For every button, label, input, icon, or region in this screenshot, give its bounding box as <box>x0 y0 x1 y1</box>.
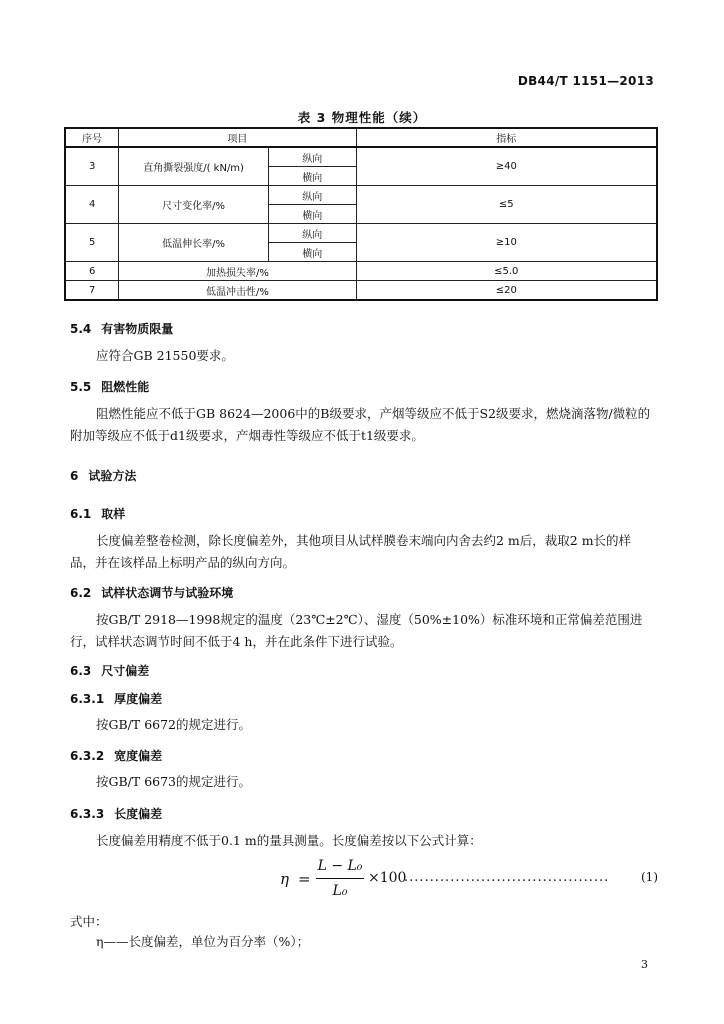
where-eta-definition: η——长度偏差，单位为百分率（%）； <box>96 934 310 949</box>
section-text-6-3-1: 按GB/T 6672的规定进行。 <box>96 717 252 732</box>
section-heading-6-3 <box>70 662 149 679</box>
cell-item: 尺寸变化率/% <box>119 186 269 224</box>
section-title: 试验方法 <box>88 469 137 483</box>
cell-item: 低温冲击性/% <box>119 281 356 301</box>
table-row <box>65 186 657 205</box>
section-title: 试样状态调节与试验环境 <box>101 586 234 600</box>
section-text-6-1: 长度偏差整卷检测，除长度偏差外，其他项目从试样膜卷末端向内舍去约2 m后，裁取2 m长的样品，并在该样品上标明产品的纵向方向。 <box>70 533 632 570</box>
page-number: 3 <box>641 958 648 971</box>
cell-value: ≥10 <box>356 224 657 262</box>
table-caption: 表 3 物理性能（续） <box>297 110 427 125</box>
section-heading-6-2 <box>70 584 233 601</box>
header-seq: 序号 <box>65 128 119 147</box>
cell-item: 直角撕裂强度/( kN/m) <box>119 147 269 186</box>
cell-sub: 横向 <box>268 205 356 224</box>
section-number: 6.3.2 <box>70 749 105 763</box>
section-title: 厚度偏差 <box>114 692 163 706</box>
section-number: 5.5 <box>70 380 92 394</box>
table-row <box>65 281 657 301</box>
section-heading-5-4 <box>70 320 173 337</box>
section-heading-6-3-3 <box>70 805 162 822</box>
section-heading-6-1 <box>70 505 125 522</box>
cell-value: ≤5.0 <box>356 262 657 281</box>
section-number: 6.3 <box>70 664 92 678</box>
formula-equals: = <box>298 870 311 888</box>
formula-number: (1) <box>641 870 658 884</box>
section-heading-5-5 <box>70 378 149 395</box>
header-index: 指标 <box>356 128 657 147</box>
section-number: 6.1 <box>70 507 92 521</box>
section-title: 有害物质限量 <box>101 322 174 336</box>
formula-numerator: L − L₀ <box>317 858 363 874</box>
section-number: 6.3.3 <box>70 807 105 821</box>
section-title: 阻燃性能 <box>101 380 150 394</box>
section-title: 宽度偏差 <box>114 749 163 763</box>
formula-leader-dots: ........................................ <box>404 870 610 885</box>
where-label: 式中： <box>70 914 108 929</box>
section-text-6-3-2: 按GB/T 6673的规定进行。 <box>96 774 252 789</box>
section-number: 5.4 <box>70 322 92 336</box>
cell-value: ≥40 <box>356 147 657 186</box>
cell-seq: 5 <box>65 224 119 262</box>
section-text-5-5: 阻燃性能应不低于GB 8624—2006中的B级要求，产烟等级应不低于S2级要求，燃烧滴落物/微粒的附加等级应不低于d1级要求，产烟毒性等级应不低于t1级要求。 <box>70 406 651 443</box>
cell-item: 加热损失率/% <box>119 262 356 281</box>
physical-properties-table <box>64 127 658 301</box>
cell-value: ≤5 <box>356 186 657 224</box>
section-title: 尺寸偏差 <box>101 664 150 678</box>
section-title: 长度偏差 <box>114 807 163 821</box>
table-row <box>65 224 657 243</box>
cell-item: 低温伸长率/% <box>119 224 269 262</box>
fraction-bar <box>316 878 364 879</box>
cell-sub: 纵向 <box>268 147 356 167</box>
formula-fraction <box>316 856 364 901</box>
cell-sub: 横向 <box>268 243 356 262</box>
formula-denominator: L₀ <box>332 883 348 899</box>
header-item: 项目 <box>119 128 356 147</box>
table-row <box>65 262 657 281</box>
length-deviation-formula <box>280 856 658 904</box>
section-heading-6-3-1 <box>70 690 162 707</box>
cell-seq: 6 <box>65 262 119 281</box>
table-row <box>65 147 657 167</box>
cell-seq: 7 <box>65 281 119 301</box>
cell-sub: 纵向 <box>268 186 356 205</box>
section-number: 6.2 <box>70 586 92 600</box>
cell-sub: 纵向 <box>268 224 356 243</box>
cell-sub: 横向 <box>268 167 356 186</box>
section-heading-6-3-2 <box>70 747 162 764</box>
cell-seq: 4 <box>65 186 119 224</box>
formula-multiplier: ×100 <box>368 870 407 886</box>
section-text-5-4: 应符合GB 21550要求。 <box>96 348 234 363</box>
cell-value: ≤20 <box>356 281 657 301</box>
section-text-6-3-3: 长度偏差用精度不低于0.1 m的量具测量。长度偏差按以下公式计算： <box>96 833 482 848</box>
table-header-row <box>65 128 657 147</box>
formula-lhs: η <box>280 870 289 888</box>
section-number: 6.3.1 <box>70 692 105 706</box>
section-heading-6 <box>70 467 136 484</box>
section-number: 6 <box>70 469 79 483</box>
cell-seq: 3 <box>65 147 119 186</box>
section-text-6-2: 按GB/T 2918—1998规定的温度（23℃±2℃）、湿度（50%±10%）标准环境和正常偏差范围进行，试样状态调节时间不低于4 h，并在此条件下进行试验。 <box>70 612 643 649</box>
standard-code: DB44/T 1151—2013 <box>517 74 654 88</box>
section-title: 取样 <box>101 507 126 521</box>
